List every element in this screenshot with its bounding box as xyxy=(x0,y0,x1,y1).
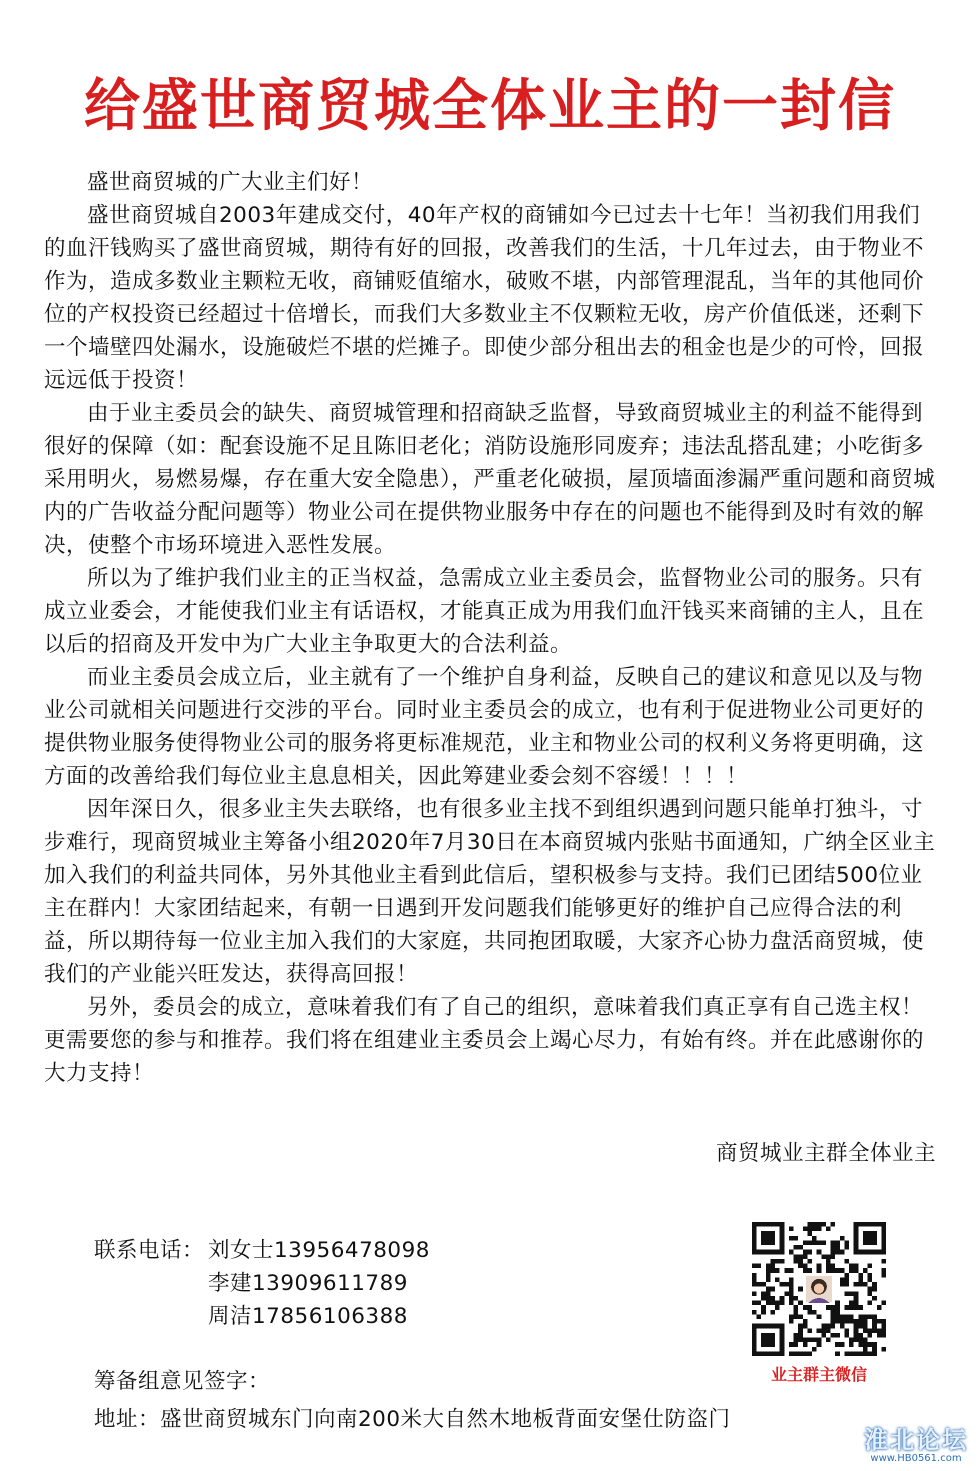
qr-module xyxy=(807,1328,812,1333)
qr-module xyxy=(881,1301,886,1306)
qr-module xyxy=(770,1310,775,1315)
qr-module xyxy=(807,1338,812,1343)
qr-module xyxy=(835,1342,840,1347)
qr-module xyxy=(757,1314,762,1319)
qr-module xyxy=(831,1264,836,1269)
qr-module xyxy=(854,1264,859,1269)
qr-module xyxy=(766,1268,771,1273)
qr-module xyxy=(798,1314,803,1319)
qr-module xyxy=(858,1282,863,1287)
qr-module xyxy=(849,1319,854,1324)
qr-module xyxy=(835,1301,840,1306)
signature: 商贸城业主群全体业主 xyxy=(715,1141,936,1166)
qr-module xyxy=(775,1268,780,1273)
qr-module xyxy=(854,1351,859,1356)
qr-module xyxy=(854,1268,859,1273)
qr-module xyxy=(794,1245,799,1250)
qr-module xyxy=(812,1347,817,1352)
qr-module xyxy=(840,1342,845,1347)
qr-module xyxy=(775,1259,780,1264)
qr-module xyxy=(831,1319,836,1324)
letter-title: 给盛世商贸城全体业主的一封信 xyxy=(84,73,896,139)
qr-module xyxy=(840,1250,845,1255)
qr-module xyxy=(868,1273,873,1278)
qr-module xyxy=(817,1328,822,1333)
qr-module xyxy=(752,1282,757,1287)
contact-label: 联系电话： xyxy=(94,1238,205,1263)
qr-module xyxy=(780,1296,785,1301)
qr-module xyxy=(770,1296,775,1301)
qr-module xyxy=(858,1314,863,1319)
qr-module xyxy=(844,1305,849,1310)
qr-module xyxy=(881,1268,886,1273)
qr-module xyxy=(798,1324,803,1329)
qr-module xyxy=(803,1351,808,1356)
qr-module xyxy=(858,1324,863,1329)
qr-module xyxy=(757,1264,762,1269)
qr-module xyxy=(863,1328,868,1333)
qr-module xyxy=(807,1268,812,1273)
qr-module xyxy=(803,1240,808,1245)
qr-module xyxy=(780,1301,785,1306)
qr-module xyxy=(854,1324,859,1329)
qr-module xyxy=(858,1305,863,1310)
qr-module xyxy=(863,1314,868,1319)
avatar xyxy=(805,1275,833,1303)
qr-module xyxy=(812,1227,817,1232)
qr-module xyxy=(831,1314,836,1319)
qr-module xyxy=(872,1342,877,1347)
qr-module xyxy=(775,1277,780,1282)
qr-module xyxy=(794,1310,799,1315)
qr-module xyxy=(849,1351,854,1356)
qr-module xyxy=(835,1310,840,1315)
qr-module xyxy=(858,1351,863,1356)
qr-module xyxy=(775,1305,780,1310)
qr-module xyxy=(798,1301,803,1306)
qr-module xyxy=(789,1314,794,1319)
wechat-qr-code-icon xyxy=(752,1222,886,1356)
sign-field: 筹备组意见签字： xyxy=(94,1369,271,1394)
qr-module xyxy=(831,1240,836,1245)
qr-module xyxy=(854,1338,859,1343)
qr-module xyxy=(803,1342,808,1347)
qr-module xyxy=(798,1259,803,1264)
qr-module xyxy=(844,1328,849,1333)
qr-module xyxy=(798,1351,803,1356)
qr-module xyxy=(803,1338,808,1343)
qr-module xyxy=(868,1264,873,1269)
qr-module xyxy=(794,1338,799,1343)
qr-module xyxy=(807,1227,812,1232)
qr-module xyxy=(789,1227,794,1232)
qr-module xyxy=(863,1347,868,1352)
qr-module xyxy=(766,1296,771,1301)
contact-person-3: 周洁17856106388 xyxy=(208,1304,408,1329)
qr-module xyxy=(868,1287,873,1292)
qr-module xyxy=(835,1333,840,1338)
qr-module xyxy=(803,1319,808,1324)
qr-module xyxy=(840,1324,845,1329)
qr-module xyxy=(817,1227,822,1232)
greeting-paragraph: 盛世商贸城的广大业主们好！ xyxy=(87,170,374,195)
qr-module xyxy=(798,1338,803,1343)
qr-module xyxy=(831,1222,836,1227)
body-paragraph-1: 盛世商贸城自2003年建成交付，40年产权的商铺如今已过去十七年！当初我们用我们的血汗钱购买了盛世商贸城，期待有好的回报，改善我们的生活，十几年过去，由于物业不作为，造成多数业主颗粒无收，商铺贬值缩水，破败不堪，内部管理混乱，当年的其他同价位的产权投资已经超过十倍增长，而我们大多数业主不仅颗粒无收，房产价值低迷，还剩下一个墙壁四处漏水，设施破烂不堪的烂摊子。即使少部分租出去的租金也是少的可怜，回报远远低于投资！ xyxy=(44,203,925,393)
qr-module xyxy=(863,1338,868,1343)
qr-module xyxy=(881,1333,886,1338)
qr-module xyxy=(872,1287,877,1292)
qr-module xyxy=(849,1314,854,1319)
qr-module xyxy=(858,1273,863,1278)
qr-module xyxy=(798,1245,803,1250)
qr-module xyxy=(881,1328,886,1333)
qr-module xyxy=(831,1268,836,1273)
qr-caption: 业主群主微信 xyxy=(770,1365,867,1384)
qr-module xyxy=(798,1254,803,1259)
qr-module xyxy=(844,1333,849,1338)
qr-module xyxy=(863,1324,868,1329)
qr-module xyxy=(817,1264,822,1269)
qr-module xyxy=(789,1291,794,1296)
qr-module xyxy=(868,1314,873,1319)
qr-module xyxy=(840,1314,845,1319)
qr-module xyxy=(789,1301,794,1306)
qr-module xyxy=(840,1236,845,1241)
qr-module xyxy=(817,1268,822,1273)
qr-module xyxy=(784,1291,789,1296)
qr-module xyxy=(761,1291,766,1296)
qr-module xyxy=(877,1305,882,1310)
qr-module xyxy=(858,1338,863,1343)
qr-module xyxy=(831,1250,836,1255)
qr-module xyxy=(854,1328,859,1333)
qr-module xyxy=(849,1342,854,1347)
qr-module xyxy=(868,1342,873,1347)
qr-module xyxy=(794,1314,799,1319)
qr-module xyxy=(770,1259,775,1264)
qr-module xyxy=(881,1347,886,1352)
qr-module xyxy=(863,1319,868,1324)
qr-module xyxy=(817,1338,822,1343)
qr-module xyxy=(849,1305,854,1310)
qr-module xyxy=(835,1250,840,1255)
qr-module xyxy=(757,1301,762,1306)
qr-module xyxy=(877,1333,882,1338)
qr-module xyxy=(844,1291,849,1296)
qr-module xyxy=(844,1351,849,1356)
qr-module xyxy=(872,1319,877,1324)
qr-module xyxy=(803,1254,808,1259)
qr-module xyxy=(821,1240,826,1245)
qr-module xyxy=(812,1310,817,1315)
qr-module xyxy=(826,1338,831,1343)
qr-module xyxy=(807,1259,812,1264)
qr-module xyxy=(770,1301,775,1306)
qr-module xyxy=(854,1333,859,1338)
qr-module xyxy=(826,1227,831,1232)
qr-module xyxy=(794,1351,799,1356)
qr-module xyxy=(761,1282,766,1287)
qr-module xyxy=(780,1282,785,1287)
qr-module xyxy=(812,1222,817,1227)
qr-module xyxy=(831,1310,836,1315)
qr-module xyxy=(752,1301,757,1306)
qr-module xyxy=(821,1324,826,1329)
qr-module xyxy=(766,1264,771,1269)
forum-watermark xyxy=(860,1420,972,1466)
qr-module xyxy=(766,1277,771,1282)
qr-module xyxy=(789,1282,794,1287)
qr-module xyxy=(794,1333,799,1338)
qr-module xyxy=(798,1333,803,1338)
qr-module xyxy=(789,1277,794,1282)
qr-module xyxy=(761,1296,766,1301)
qr-module xyxy=(807,1222,812,1227)
qr-module xyxy=(854,1291,859,1296)
qr-module xyxy=(881,1259,886,1264)
qr-module xyxy=(877,1328,882,1333)
qr-module xyxy=(794,1259,799,1264)
qr-module xyxy=(831,1324,836,1329)
qr-module xyxy=(789,1342,794,1347)
body-paragraph-2: 由于业主委员会的缺失、商贸城管理和招商缺乏监督，导致商贸城业主的利益不能得到很好的保障（如：配套设施不足且陈旧老化；消防设施形同废弃；违法乱搭乱建；小吃街多采用明火，易燃易爆，存在重大安全隐患），严重老化破损，屋顶墙面渗漏严重问题和商贸城内的广告收益分配问题等）物业公司在提供物业服务中存在的问题也不能得到及时有效的解决，使整个市场环境进入恶性发展。 xyxy=(44,401,936,558)
qr-module xyxy=(817,1250,822,1255)
qr-module xyxy=(863,1268,868,1273)
qr-module xyxy=(798,1328,803,1333)
qr-module xyxy=(812,1236,817,1241)
qr-module xyxy=(752,1277,757,1282)
qr-module xyxy=(798,1287,803,1292)
qr-module xyxy=(807,1305,812,1310)
qr-module xyxy=(877,1319,882,1324)
qr-module xyxy=(784,1268,789,1273)
qr-module xyxy=(789,1296,794,1301)
qr-module xyxy=(817,1342,822,1347)
qr-module xyxy=(872,1347,877,1352)
qr-module xyxy=(821,1333,826,1338)
qr-module xyxy=(858,1333,863,1338)
qr-module xyxy=(803,1305,808,1310)
qr-module xyxy=(844,1282,849,1287)
qr-module xyxy=(807,1310,812,1315)
qr-module xyxy=(831,1305,836,1310)
qr-module xyxy=(770,1264,775,1269)
qr-module xyxy=(752,1264,757,1269)
qr-module xyxy=(872,1314,877,1319)
qr-module xyxy=(770,1287,775,1292)
qr-module xyxy=(868,1291,873,1296)
qr-module xyxy=(789,1236,794,1241)
qr-module xyxy=(803,1250,808,1255)
qr-module xyxy=(844,1319,849,1324)
qr-module xyxy=(770,1268,775,1273)
qr-module xyxy=(840,1268,845,1273)
qr-module xyxy=(794,1342,799,1347)
qr-module xyxy=(752,1291,757,1296)
qr-module xyxy=(803,1264,808,1269)
contact-person-1: 刘女士13956478098 xyxy=(208,1238,430,1263)
qr-module xyxy=(858,1277,863,1282)
qr-module xyxy=(835,1240,840,1245)
qr-module xyxy=(835,1314,840,1319)
qr-module xyxy=(826,1254,831,1259)
qr-module xyxy=(831,1333,836,1338)
qr-module xyxy=(803,1227,808,1232)
qr-module xyxy=(872,1296,877,1301)
qr-module xyxy=(854,1296,859,1301)
qr-module xyxy=(835,1305,840,1310)
qr-module xyxy=(761,1305,766,1310)
qr-module xyxy=(868,1328,873,1333)
qr-module xyxy=(844,1273,849,1278)
qr-module xyxy=(868,1277,873,1282)
qr-module xyxy=(881,1324,886,1329)
qr-module xyxy=(798,1264,803,1269)
letter-body xyxy=(44,166,938,1090)
qr-module xyxy=(826,1268,831,1273)
qr-module xyxy=(821,1222,826,1227)
watermark-url: www.HB0561.com xyxy=(870,1453,962,1464)
qr-module xyxy=(826,1328,831,1333)
qr-module xyxy=(840,1277,845,1282)
body-paragraph-5: 因年深日久，很多业主失去联络，也有很多业主找不到组织遇到问题只能单打独斗，寸步难行，现商贸城业主筹备小组2020年7月30日在本商贸城内张贴书面通知，广纳全区业主加入我们的利益共同体，另外其他业主看到此信后，望积极参与支持。我们已团结500位业主在群内！大家团结起来，有朝一日遇到开发问题我们能够更好的维护自己应得合法的利益，所以期待每一位业主加入我们的大家庭，共同抱团取暖，大家齐心协力盘活商贸城，使我们的产业能兴旺发达，获得高回报！ xyxy=(44,797,936,987)
qr-module xyxy=(844,1277,849,1282)
qr-module xyxy=(826,1264,831,1269)
qr-module xyxy=(766,1287,771,1292)
qr-module xyxy=(775,1301,780,1306)
contact-block xyxy=(94,1234,430,1333)
contact-label-spacer xyxy=(94,1300,208,1333)
qr-module xyxy=(854,1319,859,1324)
qr-module xyxy=(794,1305,799,1310)
qr-module xyxy=(831,1254,836,1259)
qr-module xyxy=(863,1282,868,1287)
qr-module xyxy=(835,1351,840,1356)
qr-module xyxy=(863,1351,868,1356)
qr-module xyxy=(849,1291,854,1296)
qr-module xyxy=(844,1245,849,1250)
body-paragraph-3: 所以为了维护我们业主的正当权益，急需成立业主委员会，监督物业公司的服务。只有成立业委会，才能使我们业主有话语权，才能真正成为用我们血汗钱买来商铺的主人，且在以后的招商及开发中为广大业主争取更大的合法利益。 xyxy=(44,566,925,657)
qr-module xyxy=(840,1282,845,1287)
qr-module xyxy=(789,1351,794,1356)
qr-module xyxy=(854,1305,859,1310)
qr-module xyxy=(826,1324,831,1329)
body-paragraph-4: 而业主委员会成立后，业主就有了一个维护自身利益，反映自己的建议和意见以及与物业公司就相关问题进行交涉的平台。同时业主委员会的成立，也有利于促进物业公司更好的提供物业服务使得物业公司的服务将更标准规范，业主和物业公司的权利义务将更明确，这方面的改善给我们每位业主息息相关，因此筹建业委会刻不容缓！！！！ xyxy=(44,665,925,789)
qr-module xyxy=(872,1328,877,1333)
qr-module xyxy=(881,1273,886,1278)
qr-module xyxy=(817,1222,822,1227)
qr-module xyxy=(812,1338,817,1343)
qr-module xyxy=(854,1282,859,1287)
qr-module xyxy=(812,1240,817,1245)
qr-module xyxy=(807,1351,812,1356)
watermark-logo-text: 淮北论坛 xyxy=(864,1426,968,1454)
qr-module xyxy=(858,1342,863,1347)
address: 地址：盛世商贸城东门向南200米大自然木地板背面安堡仕防盗门 xyxy=(94,1407,731,1432)
qr-module xyxy=(844,1259,849,1264)
qr-module xyxy=(784,1282,789,1287)
qr-module xyxy=(807,1240,812,1245)
contact-row xyxy=(94,1300,430,1333)
qr-module xyxy=(761,1310,766,1315)
qr-module xyxy=(831,1245,836,1250)
qr-module xyxy=(849,1301,854,1306)
qr-module xyxy=(789,1319,794,1324)
qr-module xyxy=(789,1287,794,1292)
qr-module xyxy=(849,1268,854,1273)
qr-module xyxy=(766,1291,771,1296)
qr-module xyxy=(849,1338,854,1343)
contact-person-2: 李建13909611789 xyxy=(208,1271,408,1296)
qr-module xyxy=(868,1301,873,1306)
qr-module xyxy=(835,1245,840,1250)
qr-module xyxy=(854,1301,859,1306)
qr-module xyxy=(826,1305,831,1310)
qr-module xyxy=(794,1254,799,1259)
qr-module xyxy=(794,1236,799,1241)
qr-module xyxy=(840,1319,845,1324)
qr-module xyxy=(757,1282,762,1287)
qr-module xyxy=(821,1254,826,1259)
qr-module xyxy=(803,1268,808,1273)
qr-module xyxy=(789,1250,794,1255)
qr-module xyxy=(807,1231,812,1236)
qr-module xyxy=(817,1314,822,1319)
qr-module xyxy=(844,1240,849,1245)
qr-module xyxy=(789,1268,794,1273)
qr-module xyxy=(872,1351,877,1356)
qr-module xyxy=(766,1301,771,1306)
qr-module xyxy=(826,1259,831,1264)
qr-module xyxy=(752,1310,757,1315)
qr-module xyxy=(752,1273,757,1278)
qr-module xyxy=(817,1240,822,1245)
qr-module xyxy=(881,1319,886,1324)
qr-module xyxy=(858,1319,863,1324)
qr-module xyxy=(872,1282,877,1287)
qr-module xyxy=(766,1273,771,1278)
qr-module xyxy=(803,1324,808,1329)
qr-module xyxy=(835,1319,840,1324)
qr-module xyxy=(868,1351,873,1356)
qr-module xyxy=(821,1328,826,1333)
qr-module xyxy=(807,1250,812,1255)
contact-row xyxy=(94,1234,430,1267)
contact-row xyxy=(94,1267,430,1300)
qr-module xyxy=(863,1342,868,1347)
body-paragraph-6: 另外，委员会的成立，意味着我们有了自己的组织，意味着我们真正享有自己选主权！更需要您的参与和推荐。我们将在组建业主委员会上竭心尽力，有始有终。并在此感谢你的大力支持！ xyxy=(44,995,925,1086)
qr-module xyxy=(835,1268,840,1273)
qr-module xyxy=(780,1259,785,1264)
qr-module xyxy=(868,1333,873,1338)
qr-module xyxy=(872,1324,877,1329)
qr-module xyxy=(794,1296,799,1301)
qr-module xyxy=(849,1264,854,1269)
contact-label-spacer xyxy=(94,1267,208,1300)
qr-module xyxy=(844,1314,849,1319)
